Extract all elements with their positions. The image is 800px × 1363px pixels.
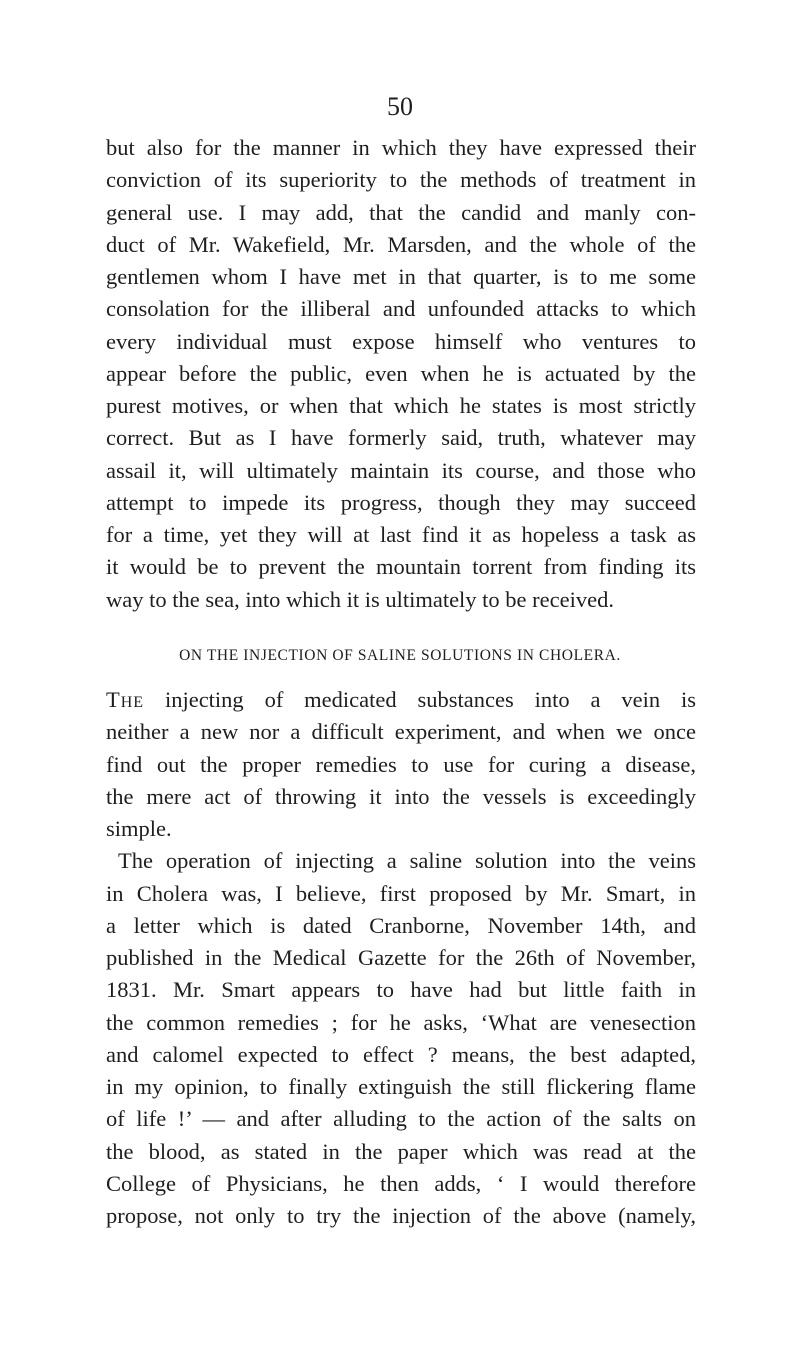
text-line-opening xyxy=(106,684,696,716)
text-line: neither a new nor a difficult experiment, and when we once xyxy=(106,719,696,745)
text-line: 1831. Mr. Smart appears to have had but little faith in xyxy=(106,977,696,1003)
text-line: of life !’ — and after alluding to the action of the salts on xyxy=(106,1106,696,1132)
text-line: a letter which is dated Cranborne, November 14th, and xyxy=(106,912,696,938)
text-line: but also for the manner in which they have expressed their xyxy=(106,135,696,160)
text-line: conviction of its superiority to the methods of treatment in xyxy=(106,167,696,193)
text-line: way to the sea, into which it is ultimately to be received. xyxy=(106,586,614,612)
text-line: purest motives, or when that which he states is most strictly xyxy=(106,393,696,418)
continuation-paragraph xyxy=(106,132,696,616)
page-number: 50 xyxy=(387,92,413,121)
text-line: the common remedies ; for he asks, ‘What are venesection xyxy=(106,1009,696,1035)
text-line: in my opinion, to finally extinguish the still flickering flame xyxy=(106,1074,696,1099)
text-line: duct of Mr. Wakefield, Mr. Marsden, and the whole of the xyxy=(106,231,696,257)
text-line: correct. But as I have formerly said, truth, whatever may xyxy=(106,425,696,451)
text-line: The operation of injecting a saline solution into the veins xyxy=(118,848,696,874)
text-line: College of Physicians, he then adds, ‘ I would therefore xyxy=(106,1170,696,1196)
opening-word: The xyxy=(106,687,145,712)
text-line: in Cholera was, I believe, first proposed by Mr. Smart, in xyxy=(106,880,696,906)
text-line: it would be to prevent the mountain torrent from finding its xyxy=(106,554,696,580)
text-line: consolation for the illiberal and unfounded attacks to which xyxy=(106,296,696,322)
section-heading: ON THE INJECTION OF SALINE SOLUTIONS IN CHOLERA. xyxy=(179,647,621,664)
text-line: simple. xyxy=(106,816,172,841)
text-line: attempt to impede its progress, though they may succeed xyxy=(106,489,696,515)
text-line: propose, not only to try the injection of the above (namely, xyxy=(106,1203,696,1228)
text-line: find out the proper remedies to use for curing a disease, xyxy=(106,751,696,777)
text-line-rest: injecting of medicated substances into a vein is xyxy=(144,687,696,712)
text-line: and calomel expected to effect ? means, the best adapted, xyxy=(106,1041,696,1067)
text-line: appear before the public, even when he is actuated by the xyxy=(106,360,696,386)
text-line: gentlemen whom I have met in that quarter, is to me some xyxy=(106,264,696,289)
text-line: assail it, will ultimately maintain its course, and those who xyxy=(106,457,696,483)
text-line: for a time, yet they will at last find it as hopeless a task as xyxy=(106,522,696,547)
text-line: the mere act of throwing it into the vessels is exceedingly xyxy=(106,783,696,809)
section-body xyxy=(106,684,696,1232)
text-line: published in the Medical Gazette for the 26th of November, xyxy=(106,945,696,970)
text-line: general use. I may add, that the candid and manly con- xyxy=(106,199,696,225)
text-line: the blood, as stated in the paper which was read at the xyxy=(106,1138,696,1164)
text-line: every individual must expose himself who ventures to xyxy=(106,328,696,354)
